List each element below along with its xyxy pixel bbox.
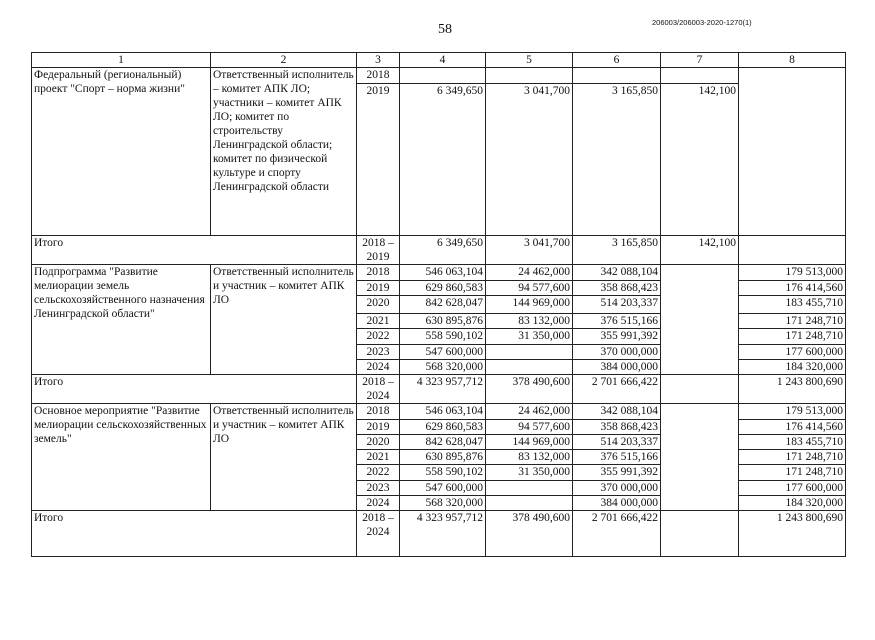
total-label: Итого bbox=[32, 511, 357, 557]
total-label: Итого bbox=[32, 375, 357, 404]
total-value: 3 165,850 bbox=[573, 235, 661, 264]
document-code: 206003/206003-2020-1270(1) bbox=[652, 18, 752, 27]
value-cell bbox=[486, 480, 573, 495]
value-cell: 630 895,876 bbox=[400, 314, 486, 329]
value-cell: 3 165,850 bbox=[573, 84, 661, 235]
column-header: 2 bbox=[211, 53, 357, 68]
value-cell: 177 600,000 bbox=[739, 344, 846, 359]
value-cell bbox=[739, 68, 846, 236]
value-cell: 558 590,102 bbox=[400, 329, 486, 344]
value-cell: 31 350,000 bbox=[486, 465, 573, 480]
page-number: 58 bbox=[438, 22, 452, 37]
executor: Ответственный исполнитель и участник – комитет АПК ЛО bbox=[211, 404, 357, 511]
value-cell: 94 577,600 bbox=[486, 419, 573, 434]
value-cell: 629 860,583 bbox=[400, 280, 486, 295]
year-cell: 2024 bbox=[357, 359, 400, 374]
value-cell: 184 320,000 bbox=[739, 359, 846, 374]
value-cell: 384 000,000 bbox=[573, 495, 661, 510]
year-cell: 2022 bbox=[357, 329, 400, 344]
program-name: Федеральный (региональный) проект "Спорт – норма жизни" bbox=[32, 68, 211, 236]
total-label: Итого bbox=[32, 235, 357, 264]
value-cell: 514 203,337 bbox=[573, 434, 661, 449]
value-cell: 83 132,000 bbox=[486, 450, 573, 465]
value-cell: 144 969,000 bbox=[486, 434, 573, 449]
value-cell: 546 063,104 bbox=[400, 404, 486, 419]
total-value bbox=[661, 375, 739, 404]
column-header: 4 bbox=[400, 53, 486, 68]
value-cell: 31 350,000 bbox=[486, 329, 573, 344]
total-value: 4 323 957,712 bbox=[400, 375, 486, 404]
table-row bbox=[32, 68, 846, 84]
value-cell bbox=[661, 68, 739, 84]
value-cell: 144 969,000 bbox=[486, 295, 573, 313]
total-value: 2 701 666,422 bbox=[573, 375, 661, 404]
value-cell: 177 600,000 bbox=[739, 480, 846, 495]
value-cell: 547 600,000 bbox=[400, 480, 486, 495]
year-range: 2018 – 2024 bbox=[357, 375, 400, 404]
total-value: 378 490,600 bbox=[486, 511, 573, 557]
value-cell: 171 248,710 bbox=[739, 465, 846, 480]
value-cell: 3 041,700 bbox=[486, 84, 573, 235]
table-row bbox=[32, 404, 846, 419]
value-cell: 6 349,650 bbox=[400, 84, 486, 235]
value-cell: 842 628,047 bbox=[400, 295, 486, 313]
year-cell: 2018 bbox=[357, 404, 400, 419]
year-cell: 2024 bbox=[357, 495, 400, 510]
value-cell: 179 513,000 bbox=[739, 265, 846, 280]
value-cell: 183 455,710 bbox=[739, 434, 846, 449]
column-header: 7 bbox=[661, 53, 739, 68]
total-row bbox=[32, 511, 846, 557]
value-cell: 176 414,560 bbox=[739, 419, 846, 434]
value-cell bbox=[486, 495, 573, 510]
table-row bbox=[32, 265, 846, 280]
value-cell: 342 088,104 bbox=[573, 404, 661, 419]
value-cell: 171 248,710 bbox=[739, 329, 846, 344]
value-cell bbox=[486, 68, 573, 84]
value-cell: 94 577,600 bbox=[486, 280, 573, 295]
year-cell: 2023 bbox=[357, 480, 400, 495]
value-cell: 24 462,000 bbox=[486, 265, 573, 280]
total-value: 6 349,650 bbox=[400, 235, 486, 264]
value-cell bbox=[661, 265, 739, 375]
value-cell: 171 248,710 bbox=[739, 314, 846, 329]
value-cell: 342 088,104 bbox=[573, 265, 661, 280]
value-cell bbox=[486, 359, 573, 374]
value-cell: 142,100 bbox=[661, 84, 739, 235]
year-cell: 2020 bbox=[357, 295, 400, 313]
year-cell: 2018 bbox=[357, 265, 400, 280]
value-cell: 376 515,166 bbox=[573, 314, 661, 329]
value-cell: 568 320,000 bbox=[400, 359, 486, 374]
value-cell bbox=[400, 68, 486, 84]
value-cell: 171 248,710 bbox=[739, 450, 846, 465]
value-cell bbox=[661, 404, 739, 511]
column-header: 8 bbox=[739, 53, 846, 68]
total-value: 1 243 800,690 bbox=[739, 511, 846, 557]
value-cell bbox=[486, 344, 573, 359]
total-value: 4 323 957,712 bbox=[400, 511, 486, 557]
column-header: 6 bbox=[573, 53, 661, 68]
value-cell: 546 063,104 bbox=[400, 265, 486, 280]
value-cell: 184 320,000 bbox=[739, 495, 846, 510]
budget-table bbox=[31, 52, 846, 557]
value-cell: 24 462,000 bbox=[486, 404, 573, 419]
value-cell: 183 455,710 bbox=[739, 295, 846, 313]
value-cell: 355 991,392 bbox=[573, 329, 661, 344]
year-cell: 2019 bbox=[357, 84, 400, 235]
column-header: 5 bbox=[486, 53, 573, 68]
total-value: 1 243 800,690 bbox=[739, 375, 846, 404]
value-cell: 370 000,000 bbox=[573, 344, 661, 359]
year-cell: 2021 bbox=[357, 314, 400, 329]
total-row bbox=[32, 375, 846, 404]
executor: Ответственный исполнитель и участник – комитет АПК ЛО bbox=[211, 265, 357, 375]
value-cell bbox=[573, 68, 661, 84]
value-cell: 842 628,047 bbox=[400, 434, 486, 449]
total-value: 2 701 666,422 bbox=[573, 511, 661, 557]
value-cell: 547 600,000 bbox=[400, 344, 486, 359]
value-cell: 384 000,000 bbox=[573, 359, 661, 374]
total-value bbox=[739, 235, 846, 264]
value-cell: 355 991,392 bbox=[573, 465, 661, 480]
total-value bbox=[661, 511, 739, 557]
value-cell: 514 203,337 bbox=[573, 295, 661, 313]
total-value: 378 490,600 bbox=[486, 375, 573, 404]
executor: Ответственный исполнитель – комитет АПК ЛО; участники – комитет АПК ЛО; комитет по строительству Ленинградской области; комитет по физической культуре и спорту Ленинградской области bbox=[211, 68, 357, 236]
year-range: 2018 – 2019 bbox=[357, 235, 400, 264]
value-cell: 179 513,000 bbox=[739, 404, 846, 419]
program-name: Подпрограмма "Развитие мелиорации земель сельскохозяйственного назначения Ленинградской области" bbox=[32, 265, 211, 375]
year-cell: 2021 bbox=[357, 450, 400, 465]
value-cell: 376 515,166 bbox=[573, 450, 661, 465]
value-cell: 358 868,423 bbox=[573, 280, 661, 295]
value-cell: 370 000,000 bbox=[573, 480, 661, 495]
program-name: Основное мероприятие "Развитие мелиорации сельскохозяйственных земель" bbox=[32, 404, 211, 511]
year-cell: 2019 bbox=[357, 419, 400, 434]
column-number-row bbox=[32, 53, 846, 68]
value-cell: 176 414,560 bbox=[739, 280, 846, 295]
year-cell: 2023 bbox=[357, 344, 400, 359]
year-cell: 2018 bbox=[357, 68, 400, 84]
total-value: 3 041,700 bbox=[486, 235, 573, 264]
value-cell: 558 590,102 bbox=[400, 465, 486, 480]
year-range: 2018 – 2024 bbox=[357, 511, 400, 557]
year-cell: 2020 bbox=[357, 434, 400, 449]
total-row bbox=[32, 235, 846, 264]
total-value: 142,100 bbox=[661, 235, 739, 264]
value-cell: 630 895,876 bbox=[400, 450, 486, 465]
column-header: 3 bbox=[357, 53, 400, 68]
value-cell: 83 132,000 bbox=[486, 314, 573, 329]
year-cell: 2022 bbox=[357, 465, 400, 480]
value-cell: 568 320,000 bbox=[400, 495, 486, 510]
value-cell: 629 860,583 bbox=[400, 419, 486, 434]
year-cell: 2019 bbox=[357, 280, 400, 295]
value-cell: 358 868,423 bbox=[573, 419, 661, 434]
column-header: 1 bbox=[32, 53, 211, 68]
